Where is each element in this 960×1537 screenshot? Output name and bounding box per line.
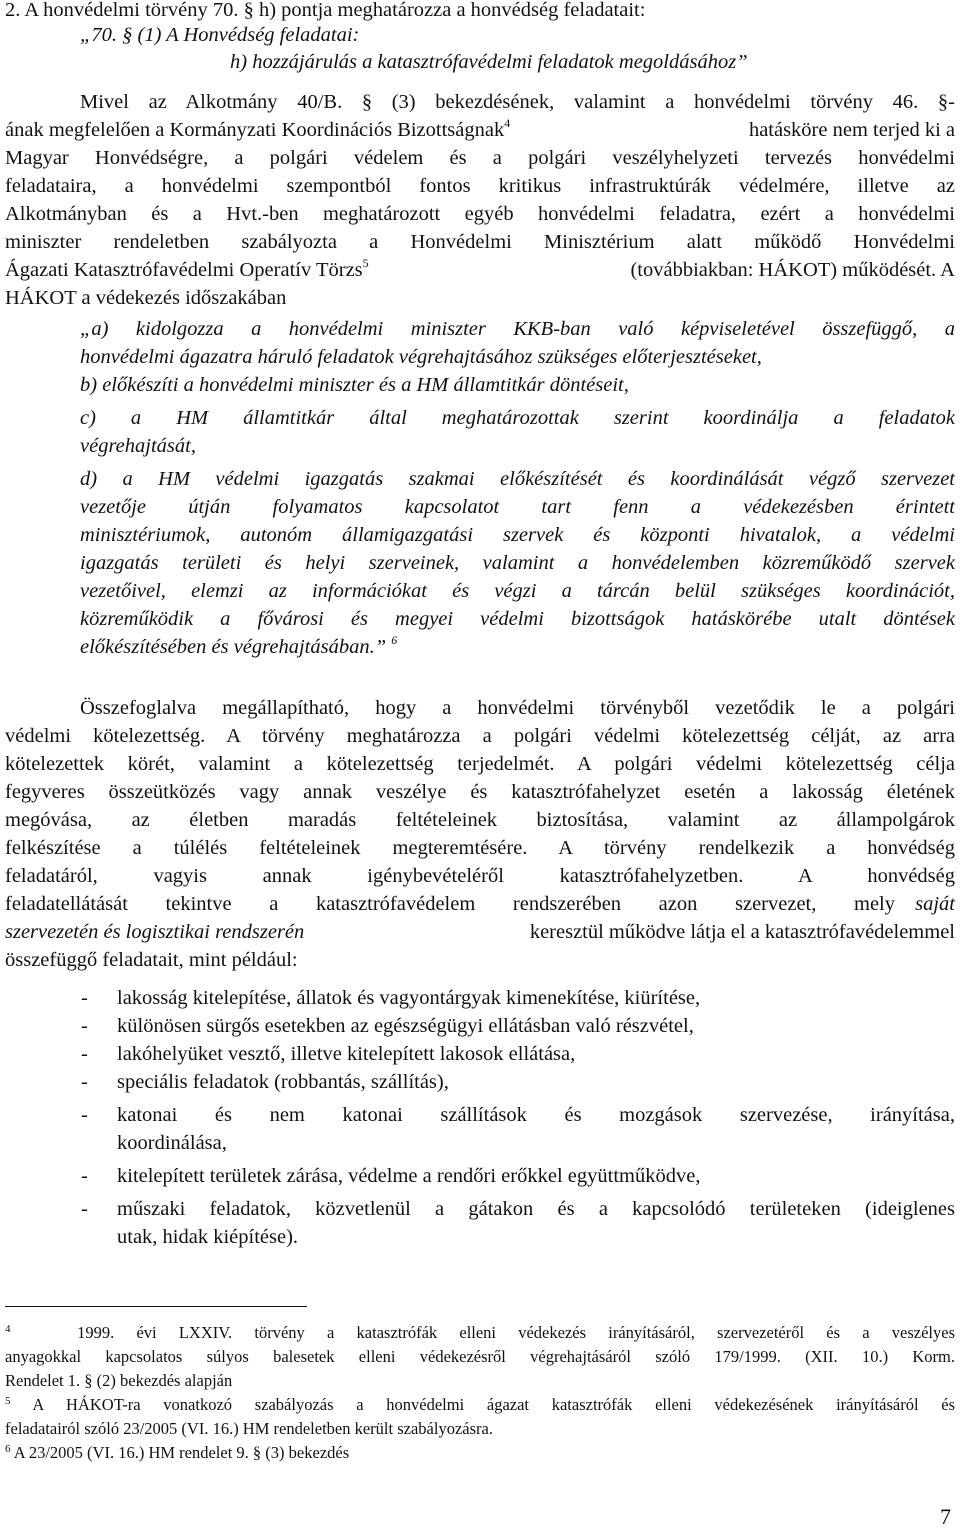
paragraph-1-line: Mivel az Alkotmány 40/B. § (3) bekezdésének, valamint a honvédelmi törvény 46. §- <box>80 91 955 113</box>
paragraph-1-line: Ágazati Katasztrófavédelmi Operatív Törzs$^5$ (továbbiakban: HÁKOT) működését. A <box>5 256 955 281</box>
quote-line: igazgatás területi és helyi szerveinek, valamint a honvédelemben közreműködő szervek <box>80 552 955 574</box>
footnote-4: $^4$ 1999. évi LXXIV. törvény a katasztrófák elleni védekezés irányításáról, szervezetéről és a veszélyes <box>5 1323 955 1342</box>
bullet-item: - speciális feladatok (robbantás, szállítás), <box>81 1071 449 1093</box>
quote-line: végrehajtását, <box>80 435 196 457</box>
footnote-4-line: anyagokkal kapcsolatos súlyos balesetek elleni védekezésről végrehajtásáról szóló 179/1999. (XII. 10.) Korm. <box>5 1347 955 1366</box>
quote-line: közreműködik a fővárosi és megyei védelmi bizottságok hatáskörébe utalt döntések <box>80 608 955 630</box>
paragraph-2-line: Összefoglalva megállapítható, hogy a honvédelmi törvényből vezetődik le a polgári <box>80 697 955 719</box>
footnote-ref-6: 6 <box>391 633 398 647</box>
bullet-item: - kitelepített területek zárása, védelme a rendőri erőkkel együttműködve, <box>81 1165 701 1187</box>
quote-c: c) a HM államtitkár által meghatározottak szerint koordinálja a feladatok <box>80 407 955 429</box>
footnote-separator <box>5 1306 307 1307</box>
bullet-item: - lakosság kitelepítése, állatok és vagyontárgyak kimenekítése, kiürítése, <box>81 987 701 1009</box>
paragraph-1-line: miniszter rendeletben szabályozta a Honvédelmi Minisztérium alatt működő Honvédelmi <box>5 231 955 253</box>
bullet-item: - lakóhelyüket vesztő, illetve kitelepített lakosok ellátása, <box>81 1043 576 1065</box>
paragraph-1-line: ának megfelelően a Kormányzati Koordinációs Bizottságnak$^4$ hatásköre nem terjed ki a <box>5 116 955 141</box>
bullet-item: - katonai és nem katonai szállítások és mozgások szervezése, irányítása, <box>81 1104 955 1126</box>
paragraph-2-line: megóvása, az életben maradás feltételeinek biztosítása, valamint az állampolgárok <box>5 809 955 831</box>
quote-70-h: h) hozzájárulás a katasztrófavédelmi feladatok megoldásához” <box>230 51 748 73</box>
paragraph-2-line: feladatellátását tekintve a katasztrófavédelem rendszerében azon szervezet, mely saját <box>5 893 955 915</box>
quote-line: minisztériumok, autonóm államigazgatási szervek és központi hivatalok, a védelmi <box>80 524 955 546</box>
paragraph-2-line: összefüggő feladatait, mint például: <box>5 949 298 971</box>
footnote-5-line: feladatairól szóló 23/2005 (VI. 16.) HM rendeletben került szabályozásra. <box>5 1419 493 1438</box>
quote-line: vezetője útján folyamatos kapcsolatot tart fenn a védekezésben érintett <box>80 496 955 518</box>
bullet-item: - műszaki feladatok, közvetlenül a gátakon és a kapcsolódó területeken (ideiglenes <box>81 1198 955 1220</box>
quote-a: „a) kidolgozza a honvédelmi miniszter KKB-ban való képviseletével összefüggő, a <box>80 318 955 340</box>
quote-d: d) a HM védelmi igazgatás szakmai előkészítését és koordinálását végző szervezet <box>80 468 955 490</box>
footnote-4-line: Rendelet 1. § (2) bekezdés alapján <box>5 1371 233 1390</box>
footnote-5: $^5$ A HÁKOT-ra vonatkozó szabályozás a honvédelmi ágazat katasztrófák elleni védekezésének irányításáról és <box>5 1395 955 1414</box>
footnote-6: $^6$ A 23/2005 (VI. 16.) HM rendelet 9. § (3) bekezdés <box>5 1443 350 1462</box>
quote-line: vezetőivel, elemzi az információkat és végzi a tárcán belül szükséges koordinációt, <box>80 580 955 602</box>
paragraph-2-line: felkészítése a túlélés feltételeinek megteremtésére. A törvény rendelkezik a honvédség <box>5 837 955 859</box>
paragraph-1-line: Alkotmányban és a Hvt.-ben meghatározott egyéb honvédelmi feladatra, ezért a honvédelmi <box>5 203 955 225</box>
bullet-item-continued: koordinálása, <box>117 1132 227 1154</box>
paragraph-2-line: szervezetén és logisztikai rendszerén keresztül működve látja el a katasztrófavédelemmel <box>5 921 955 943</box>
paragraph-2-line: kötelezettek körét, valamint a kötelezettség terjedelmét. A polgári védelmi kötelezettség célja <box>5 753 955 775</box>
page-number: 7 <box>940 1504 951 1529</box>
paragraph-2-line: védelmi kötelezettség. A törvény meghatározza a polgári védelmi kötelezettség célját, az arra <box>5 725 955 747</box>
paragraph-1-line: feladataira, a honvédelmi szempontból fontos kritikus infrastruktúrák védelmére, illetve az <box>5 175 955 197</box>
quote-line: előkészítésében és végrehajtásában.” $^6$ <box>80 633 398 658</box>
paragraph-1-line: Magyar Honvédségre, a polgári védelem és a polgári veszélyhelyzeti tervezés honvédelmi <box>5 147 955 169</box>
quote-b: b) előkészíti a honvédelmi miniszter és a HM államtitkár döntéseit, <box>80 374 629 396</box>
bullet-item: - különösen sürgős esetekben az egészségügyi ellátásban való részvétel, <box>81 1015 694 1037</box>
paragraph-1-line: HÁKOT a védekezés időszakában <box>5 287 287 309</box>
item-2-heading: 2. A honvédelmi törvény 70. § h) pontja meghatározza a honvédség feladatait: <box>5 0 646 21</box>
footnote-ref-5: 5 <box>362 256 369 270</box>
quote-70-heading: „70. § (1) A Honvédség feladatai: <box>80 24 360 46</box>
footnote-ref-4: 4 <box>504 116 511 130</box>
quote-line: honvédelmi ágazatra háruló feladatok végrehajtásához szükséges előterjesztéseket, <box>80 346 762 368</box>
paragraph-2-line: feladatáról, vagyis annak igénybevételéről katasztrófahelyzetben. A honvédség <box>5 865 955 887</box>
bullet-item-continued: utak, hidak kiépítése). <box>117 1226 299 1248</box>
paragraph-2-line: fegyveres összeütközés vagy annak veszélye és katasztrófahelyzet esetén a lakosság életének <box>5 781 955 803</box>
